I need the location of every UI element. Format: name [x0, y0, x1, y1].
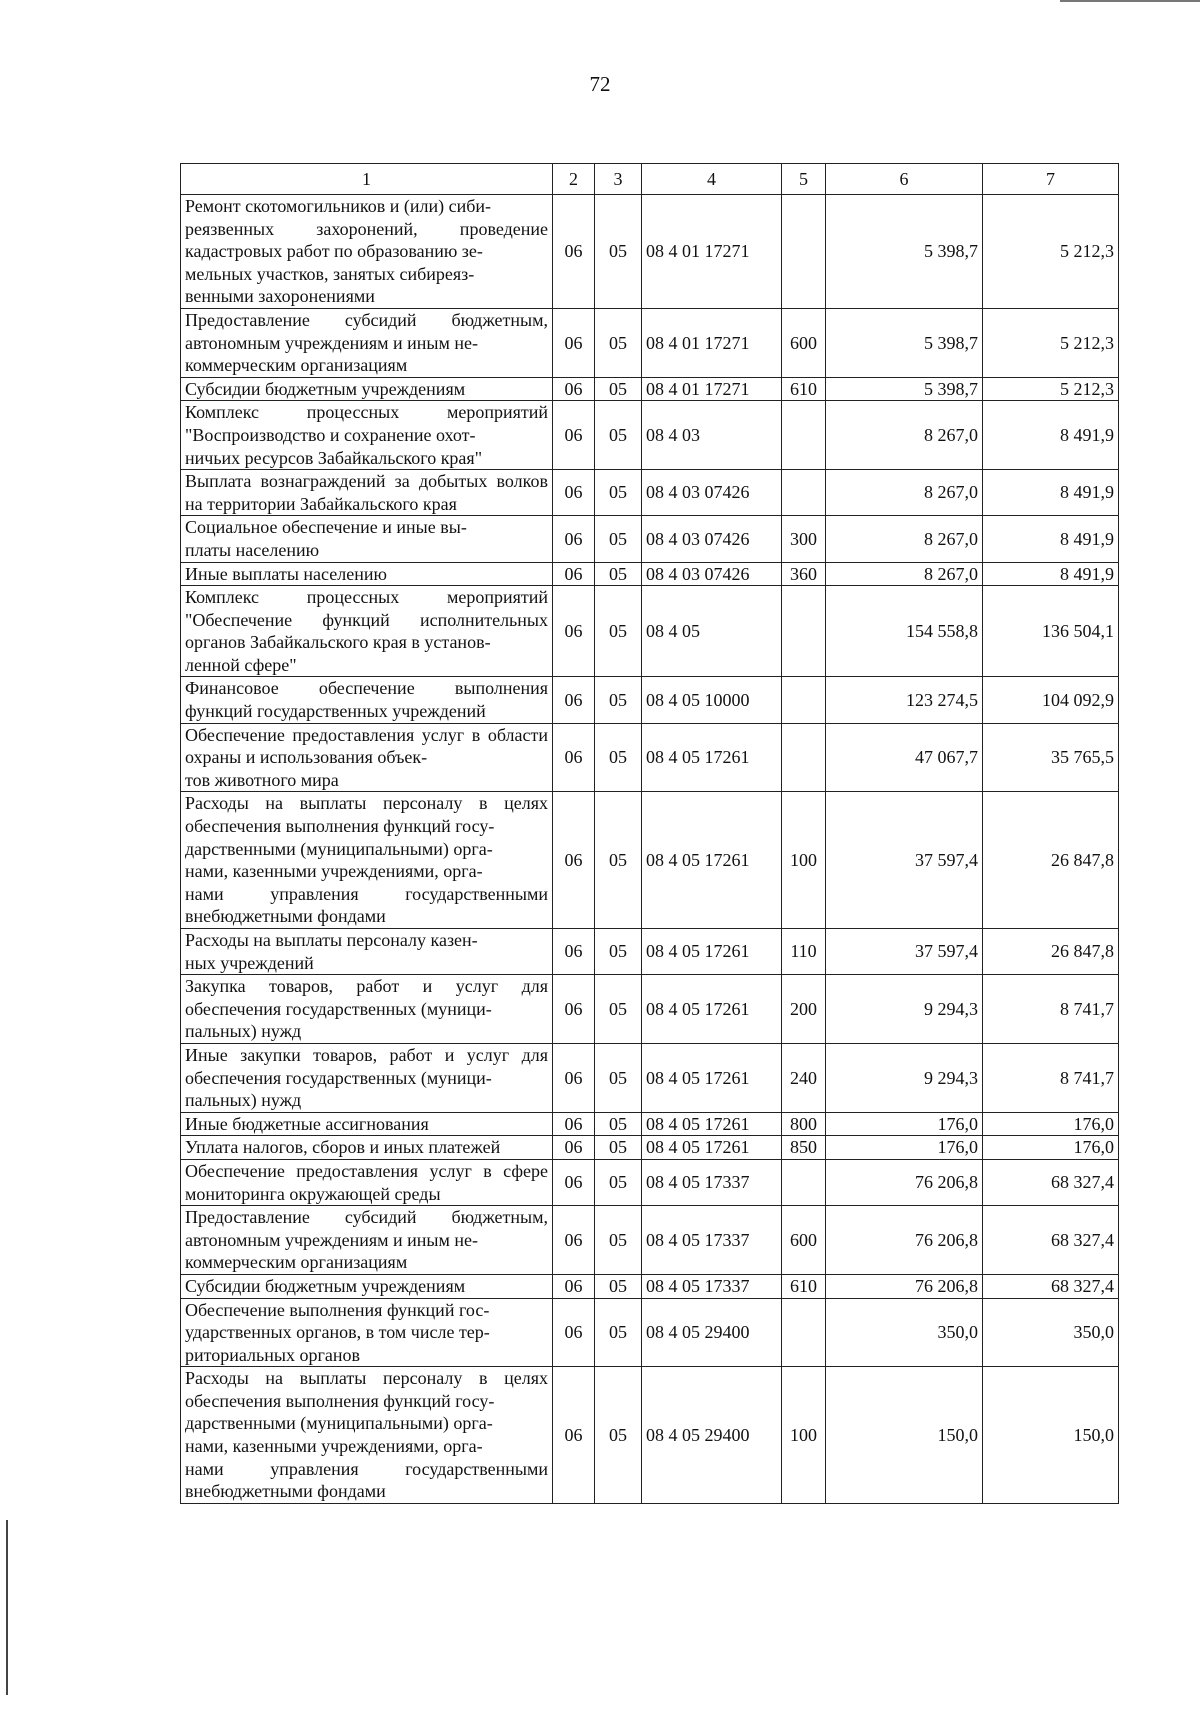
cell-item-name: Комплекс процессных мероприятий "Воспроизводство и сохранение охот- ничьих ресурсов Забайкальского края" — [181, 401, 553, 470]
cell-expense-type: 610 — [782, 377, 826, 401]
cell-expense-type — [782, 586, 826, 677]
cell-section: 06 — [553, 677, 595, 723]
cell-amount-year-2: 26 847,8 — [983, 929, 1119, 975]
cell-target-article: 08 4 05 — [642, 586, 782, 677]
cell-amount-year-2: 68 327,4 — [983, 1206, 1119, 1275]
cell-amount-year-2: 8 491,9 — [983, 516, 1119, 562]
cell-amount-year-1: 76 206,8 — [826, 1206, 983, 1275]
table-row — [181, 516, 1119, 562]
cell-item-name: Закупка товаров, работ и услуг для обеспечения государственных (муници- пальных) нужд — [181, 975, 553, 1044]
cell-amount-year-2: 8 741,7 — [983, 975, 1119, 1044]
column-header: 3 — [595, 164, 642, 195]
cell-item-name: Иные закупки товаров, работ и услуг для обеспечения государственных (муници- пальных) нужд — [181, 1043, 553, 1112]
table-row — [181, 1274, 1119, 1298]
cell-expense-type — [782, 1298, 826, 1367]
cell-expense-type — [782, 195, 826, 309]
cell-amount-year-2: 5 212,3 — [983, 195, 1119, 309]
cell-subsection: 05 — [595, 1298, 642, 1367]
cell-subsection: 05 — [595, 377, 642, 401]
cell-section: 06 — [553, 401, 595, 470]
cell-amount-year-1: 37 597,4 — [826, 929, 983, 975]
cell-subsection: 05 — [595, 1043, 642, 1112]
column-header: 4 — [642, 164, 782, 195]
cell-expense-type: 850 — [782, 1136, 826, 1160]
table-body — [181, 195, 1119, 1504]
cell-item-name: Предоставление субсидий бюджетным, автономным учреждениям и иным не- коммерческим организациям — [181, 1206, 553, 1275]
cell-target-article: 08 4 03 07426 — [642, 562, 782, 586]
scan-artifact-line — [1060, 0, 1200, 2]
cell-section: 06 — [553, 377, 595, 401]
cell-item-name: Расходы на выплаты персоналу казен- ных учреждений — [181, 929, 553, 975]
table-row — [181, 308, 1119, 377]
cell-amount-year-2: 68 327,4 — [983, 1159, 1119, 1205]
cell-section: 06 — [553, 929, 595, 975]
column-header: 7 — [983, 164, 1119, 195]
cell-amount-year-2: 150,0 — [983, 1367, 1119, 1504]
cell-amount-year-1: 76 206,8 — [826, 1159, 983, 1205]
table-row — [181, 1159, 1119, 1205]
cell-amount-year-2: 5 212,3 — [983, 377, 1119, 401]
cell-expense-type: 240 — [782, 1043, 826, 1112]
cell-target-article: 08 4 05 29400 — [642, 1367, 782, 1504]
table-row — [181, 195, 1119, 309]
table-row — [181, 401, 1119, 470]
cell-amount-year-1: 8 267,0 — [826, 401, 983, 470]
cell-amount-year-2: 35 765,5 — [983, 723, 1119, 792]
cell-amount-year-1: 8 267,0 — [826, 562, 983, 586]
table-row — [181, 470, 1119, 516]
cell-expense-type: 200 — [782, 975, 826, 1044]
cell-amount-year-1: 37 597,4 — [826, 792, 983, 929]
cell-subsection: 05 — [595, 195, 642, 309]
cell-item-name: Ремонт скотомогильников и (или) сиби- реязвенных захоронений, проведение кадастровых работ по образованию зе- мельных участков, занятых сибиреяз- венными захоронениями — [181, 195, 553, 309]
cell-item-name: Финансовое обеспечение выполнения функций государственных учреждений — [181, 677, 553, 723]
cell-expense-type: 100 — [782, 792, 826, 929]
cell-amount-year-1: 9 294,3 — [826, 1043, 983, 1112]
cell-subsection: 05 — [595, 516, 642, 562]
cell-expense-type — [782, 723, 826, 792]
cell-item-name: Комплекс процессных мероприятий "Обеспечение функций исполнительных органов Забайкальского края в установ- ленной сфере" — [181, 586, 553, 677]
cell-amount-year-1: 150,0 — [826, 1367, 983, 1504]
cell-item-name: Субсидии бюджетным учреждениям — [181, 1274, 553, 1298]
table-row — [181, 1367, 1119, 1504]
cell-subsection: 05 — [595, 929, 642, 975]
cell-target-article: 08 4 03 07426 — [642, 470, 782, 516]
cell-subsection: 05 — [595, 723, 642, 792]
table-row — [181, 929, 1119, 975]
cell-section: 06 — [553, 1367, 595, 1504]
cell-amount-year-1: 5 398,7 — [826, 195, 983, 309]
cell-target-article: 08 4 01 17271 — [642, 377, 782, 401]
cell-target-article: 08 4 03 07426 — [642, 516, 782, 562]
cell-section: 06 — [553, 470, 595, 516]
cell-section: 06 — [553, 975, 595, 1044]
cell-amount-year-1: 176,0 — [826, 1136, 983, 1160]
cell-target-article: 08 4 05 17261 — [642, 929, 782, 975]
cell-amount-year-2: 26 847,8 — [983, 792, 1119, 929]
table-row — [181, 1206, 1119, 1275]
cell-section: 06 — [553, 1274, 595, 1298]
table-row — [181, 1043, 1119, 1112]
cell-amount-year-2: 136 504,1 — [983, 586, 1119, 677]
cell-amount-year-1: 47 067,7 — [826, 723, 983, 792]
cell-amount-year-1: 5 398,7 — [826, 377, 983, 401]
cell-target-article: 08 4 01 17271 — [642, 308, 782, 377]
cell-target-article: 08 4 05 10000 — [642, 677, 782, 723]
scan-artifact-line — [6, 1520, 8, 1695]
cell-amount-year-2: 68 327,4 — [983, 1274, 1119, 1298]
cell-amount-year-2: 104 092,9 — [983, 677, 1119, 723]
cell-expense-type: 100 — [782, 1367, 826, 1504]
cell-subsection: 05 — [595, 792, 642, 929]
cell-amount-year-2: 8 741,7 — [983, 1043, 1119, 1112]
cell-subsection: 05 — [595, 1367, 642, 1504]
cell-amount-year-1: 8 267,0 — [826, 470, 983, 516]
cell-section: 06 — [553, 792, 595, 929]
column-header: 1 — [181, 164, 553, 195]
cell-target-article: 08 4 03 — [642, 401, 782, 470]
cell-target-article: 08 4 05 17337 — [642, 1274, 782, 1298]
cell-section: 06 — [553, 1206, 595, 1275]
cell-subsection: 05 — [595, 1136, 642, 1160]
cell-section: 06 — [553, 1112, 595, 1136]
cell-section: 06 — [553, 195, 595, 309]
cell-expense-type: 110 — [782, 929, 826, 975]
cell-subsection: 05 — [595, 1274, 642, 1298]
cell-item-name: Обеспечение выполнения функций гос- ударственных органов, в том числе тер- риториальных органов — [181, 1298, 553, 1367]
table-row — [181, 1136, 1119, 1160]
cell-amount-year-1: 350,0 — [826, 1298, 983, 1367]
cell-amount-year-2: 8 491,9 — [983, 470, 1119, 516]
budget-table — [180, 163, 1119, 1504]
cell-expense-type: 300 — [782, 516, 826, 562]
cell-expense-type — [782, 1159, 826, 1205]
cell-subsection: 05 — [595, 308, 642, 377]
cell-target-article: 08 4 05 17261 — [642, 723, 782, 792]
cell-target-article: 08 4 05 17261 — [642, 975, 782, 1044]
table-row — [181, 723, 1119, 792]
cell-subsection: 05 — [595, 677, 642, 723]
cell-expense-type: 360 — [782, 562, 826, 586]
cell-target-article: 08 4 05 17337 — [642, 1206, 782, 1275]
cell-subsection: 05 — [595, 470, 642, 516]
cell-section: 06 — [553, 516, 595, 562]
cell-subsection: 05 — [595, 1159, 642, 1205]
cell-section: 06 — [553, 723, 595, 792]
cell-amount-year-2: 176,0 — [983, 1112, 1119, 1136]
cell-expense-type — [782, 401, 826, 470]
cell-item-name: Субсидии бюджетным учреждениям — [181, 377, 553, 401]
table-row — [181, 562, 1119, 586]
cell-expense-type: 600 — [782, 1206, 826, 1275]
cell-section: 06 — [553, 1159, 595, 1205]
cell-section: 06 — [553, 1298, 595, 1367]
cell-section: 06 — [553, 1043, 595, 1112]
cell-section: 06 — [553, 1136, 595, 1160]
cell-item-name: Иные выплаты населению — [181, 562, 553, 586]
table-row — [181, 1112, 1119, 1136]
column-header: 5 — [782, 164, 826, 195]
cell-expense-type: 610 — [782, 1274, 826, 1298]
cell-amount-year-2: 5 212,3 — [983, 308, 1119, 377]
cell-amount-year-1: 176,0 — [826, 1112, 983, 1136]
cell-item-name: Обеспечение предоставления услуг в области охраны и использования объек- тов животного мира — [181, 723, 553, 792]
cell-expense-type: 600 — [782, 308, 826, 377]
cell-expense-type: 800 — [782, 1112, 826, 1136]
cell-subsection: 05 — [595, 562, 642, 586]
cell-amount-year-1: 9 294,3 — [826, 975, 983, 1044]
cell-section: 06 — [553, 562, 595, 586]
cell-amount-year-2: 350,0 — [983, 1298, 1119, 1367]
cell-subsection: 05 — [595, 401, 642, 470]
cell-subsection: 05 — [595, 1112, 642, 1136]
cell-target-article: 08 4 05 17261 — [642, 1112, 782, 1136]
cell-item-name: Уплата налогов, сборов и иных платежей — [181, 1136, 553, 1160]
table-row — [181, 586, 1119, 677]
table-row — [181, 1298, 1119, 1367]
cell-section: 06 — [553, 586, 595, 677]
table-row — [181, 975, 1119, 1044]
cell-target-article: 08 4 05 29400 — [642, 1298, 782, 1367]
cell-amount-year-1: 8 267,0 — [826, 516, 983, 562]
cell-target-article: 08 4 05 17261 — [642, 1043, 782, 1112]
cell-item-name: Выплата вознаграждений за добытых волков на территории Забайкальского края — [181, 470, 553, 516]
page-number: 72 — [589, 72, 611, 96]
column-header: 6 — [826, 164, 983, 195]
table-header-row — [181, 164, 1119, 195]
cell-item-name: Иные бюджетные ассигнования — [181, 1112, 553, 1136]
cell-target-article: 08 4 05 17261 — [642, 792, 782, 929]
cell-target-article: 08 4 05 17337 — [642, 1159, 782, 1205]
cell-amount-year-1: 123 274,5 — [826, 677, 983, 723]
table-row — [181, 792, 1119, 929]
cell-item-name: Предоставление субсидий бюджетным, автономным учреждениям и иным не- коммерческим организациям — [181, 308, 553, 377]
cell-subsection: 05 — [595, 1206, 642, 1275]
table-row — [181, 677, 1119, 723]
cell-amount-year-2: 8 491,9 — [983, 562, 1119, 586]
cell-item-name: Расходы на выплаты персоналу в целях обеспечения выполнения функций госу- дарственными (муниципальными) орга- нами, казенными учреждениями, орга- нами управления государственными внебюджетными фондами — [181, 792, 553, 929]
cell-subsection: 05 — [595, 975, 642, 1044]
cell-amount-year-2: 8 491,9 — [983, 401, 1119, 470]
cell-amount-year-2: 176,0 — [983, 1136, 1119, 1160]
cell-item-name: Обеспечение предоставления услуг в сфере мониторинга окружающей среды — [181, 1159, 553, 1205]
cell-amount-year-1: 76 206,8 — [826, 1274, 983, 1298]
cell-section: 06 — [553, 308, 595, 377]
cell-expense-type — [782, 470, 826, 516]
cell-amount-year-1: 154 558,8 — [826, 586, 983, 677]
cell-item-name: Расходы на выплаты персоналу в целях обеспечения выполнения функций госу- дарственными (муниципальными) орга- нами, казенными учреждениями, орга- нами управления государственными внебюджетными фондами — [181, 1367, 553, 1504]
cell-amount-year-1: 5 398,7 — [826, 308, 983, 377]
column-header: 2 — [553, 164, 595, 195]
table-row — [181, 377, 1119, 401]
cell-expense-type — [782, 677, 826, 723]
cell-target-article: 08 4 01 17271 — [642, 195, 782, 309]
cell-subsection: 05 — [595, 586, 642, 677]
cell-target-article: 08 4 05 17261 — [642, 1136, 782, 1160]
cell-item-name: Социальное обеспечение и иные вы- платы населению — [181, 516, 553, 562]
